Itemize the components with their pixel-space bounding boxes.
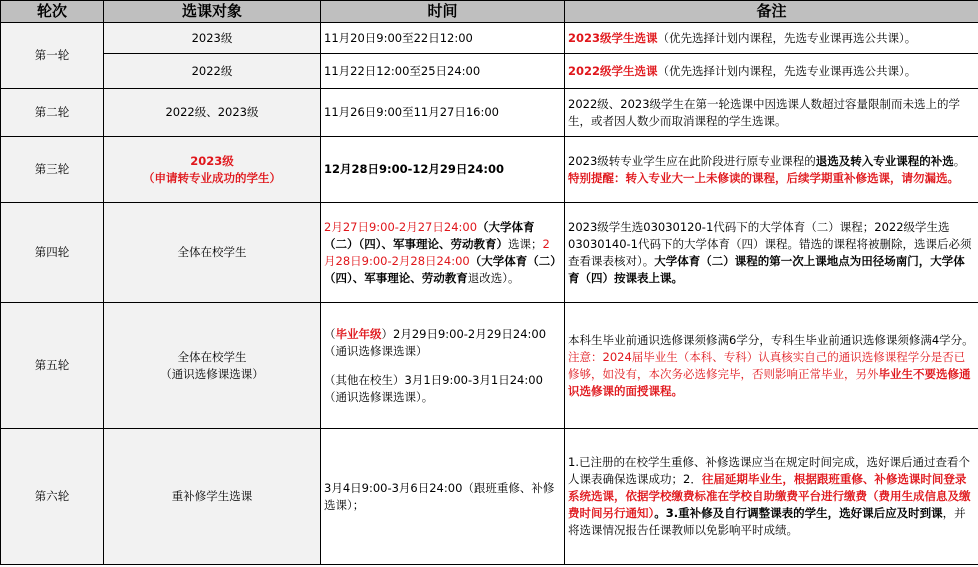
time-text: （ [324,326,336,341]
note-warning: 注意：2024届毕业生（本科、专科）认真核实自己的通识选修课程学分是否已修够，如没有，本次务必选修完毕，否则影响正常毕业，另外 [568,349,966,381]
round-cell: 第三轮 [1,137,104,203]
table-row [1,54,978,89]
header-row [1,1,978,23]
note-text: 1.已注册的在校学生重修、补修选课应当在规定时间完成，选好课后通过查看个人课表确保选课成功；2． [568,455,970,486]
note-emphasis: 大学体育（二）课程的第一次上课地点为田径场南门，大学体育（四）按课表上课。 [568,253,965,285]
round-cell: 第二轮 [1,89,104,137]
time-cell: 3月4日9:00-3月6日24:00（跟班重修、补修选课）； [321,429,565,565]
time-cell [321,203,565,303]
time-cell: 12月28日9:00-12月29日24:00 [321,137,565,203]
table-row [1,429,978,565]
time-courses: （大学体育（二）（四）、军事理论、劳动教育） [324,219,535,251]
header-time: 时间 [321,1,565,23]
target-line: 全体在校学生 [177,349,247,364]
time-text: 选课； [508,236,543,251]
target-cell: 重补修学生选课 [104,429,321,565]
table-row [1,303,978,429]
note-text: ，并将选课情况报告任课教师以免影响平时成绩。 [568,506,966,537]
note-cell [565,203,978,303]
time-date: 2月28日9:00-2月28日24:00 [324,236,550,268]
note-warning-bold: 往届延期毕业生，根据跟班重修、补修选课时间登录系统选课，依据学校缴费标准在学校自助缴费平台进行缴费（费用生成信息及缴费时间另行通知） [568,472,971,520]
time-cell: 11月26日9:00至11月27日16:00 [321,89,565,137]
round-cell: 第一轮 [1,23,104,89]
note-cell [565,54,978,89]
table-row [1,23,978,54]
note-cell: 2022级、2023级学生在第一轮选课中因选课人数超过容量限制而未选上的学生，或者因人数少而取消课程的学生选课。 [565,89,978,137]
note-emphasis: 重补修及自行调整课表的学生，选好课后应及时到课 [678,506,943,520]
round-cell: 第四轮 [1,203,104,303]
time-text: 退改选）。 [467,270,520,285]
note-text: 2023级转专业学生应在此阶段进行原专业课程的 [568,153,816,168]
round-cell: 第六轮 [1,429,104,565]
target-cell [104,303,321,429]
time-paragraph: （其他在校生）3月1日9:00-3月1日24:00（通识选修课选课）。 [324,372,543,404]
note-cell [565,303,978,429]
time-cell: 11月22日12:00至25日24:00 [321,54,565,89]
note-cell [565,137,978,203]
time-highlight: 毕业年级 [335,326,382,341]
note-text: 本科生毕业前通识选修课须修满6学分，专科生毕业前通识选修课须修满4学分。 [568,332,974,347]
note-text: （优先选择计划内课程，先选专业课再选公共课）。 [657,30,917,45]
target-cell: 2022级 [104,54,321,89]
table-row [1,137,978,203]
note-warning-bold: 毕业生不要选修通识选修课的面授课程。 [568,366,971,398]
paragraph-gap [324,360,561,372]
time-cell: 11月20日9:00至22日12:00 [321,23,565,54]
time-paragraph [324,326,561,360]
target-cell [104,137,321,203]
note-text: 2023级学生选03030120-1代码下的大学体育（二）课程；2022级学生选03030140-1代码下的大学体育（四）课程。错选的课程将被删除，选课后必须查看课表核对）。 [568,219,972,268]
target-line: 2023级 [190,153,234,168]
target-line: （申请转专业成功的学生） [143,170,281,185]
note-emphasis: 退选及转入专业课程的补选 [815,153,954,168]
target-cell: 全体在校学生 [104,203,321,303]
header-target: 选课对象 [104,1,321,23]
time-date: 2月27日9:00-2月27日24:00 [324,219,478,234]
target-cell: 2023级 [104,23,321,54]
table-row [1,203,978,303]
target-line: （通识选修课选课） [160,366,264,381]
target-cell: 2022级、2023级 [104,89,321,137]
note-emphasis: 。3. [654,506,679,520]
table-row [1,89,978,137]
note-highlight: 2023级学生选课 [568,30,658,45]
time-text: ）2月29日9:00-2月29日24:00（通识选修课选课） [324,326,547,358]
time-courses: （大学体育（二）（四）、军事理论、劳动教育 [324,253,556,285]
round-cell: 第五轮 [1,303,104,429]
header-round: 轮次 [1,1,104,23]
note-cell [565,429,978,565]
note-warning: 特别提醒：转入专业大一上未修读的课程，后续学期重补修选课，请勿漏选。 [568,170,959,185]
note-highlight: 2022级学生选课 [568,63,658,78]
time-cell [321,303,565,429]
note-text: （优先选择计划内课程，先选专业课再选公共课）。 [657,63,917,78]
note-cell [565,23,978,54]
note-text: 。 [953,153,966,168]
header-note: 备注 [565,1,978,23]
